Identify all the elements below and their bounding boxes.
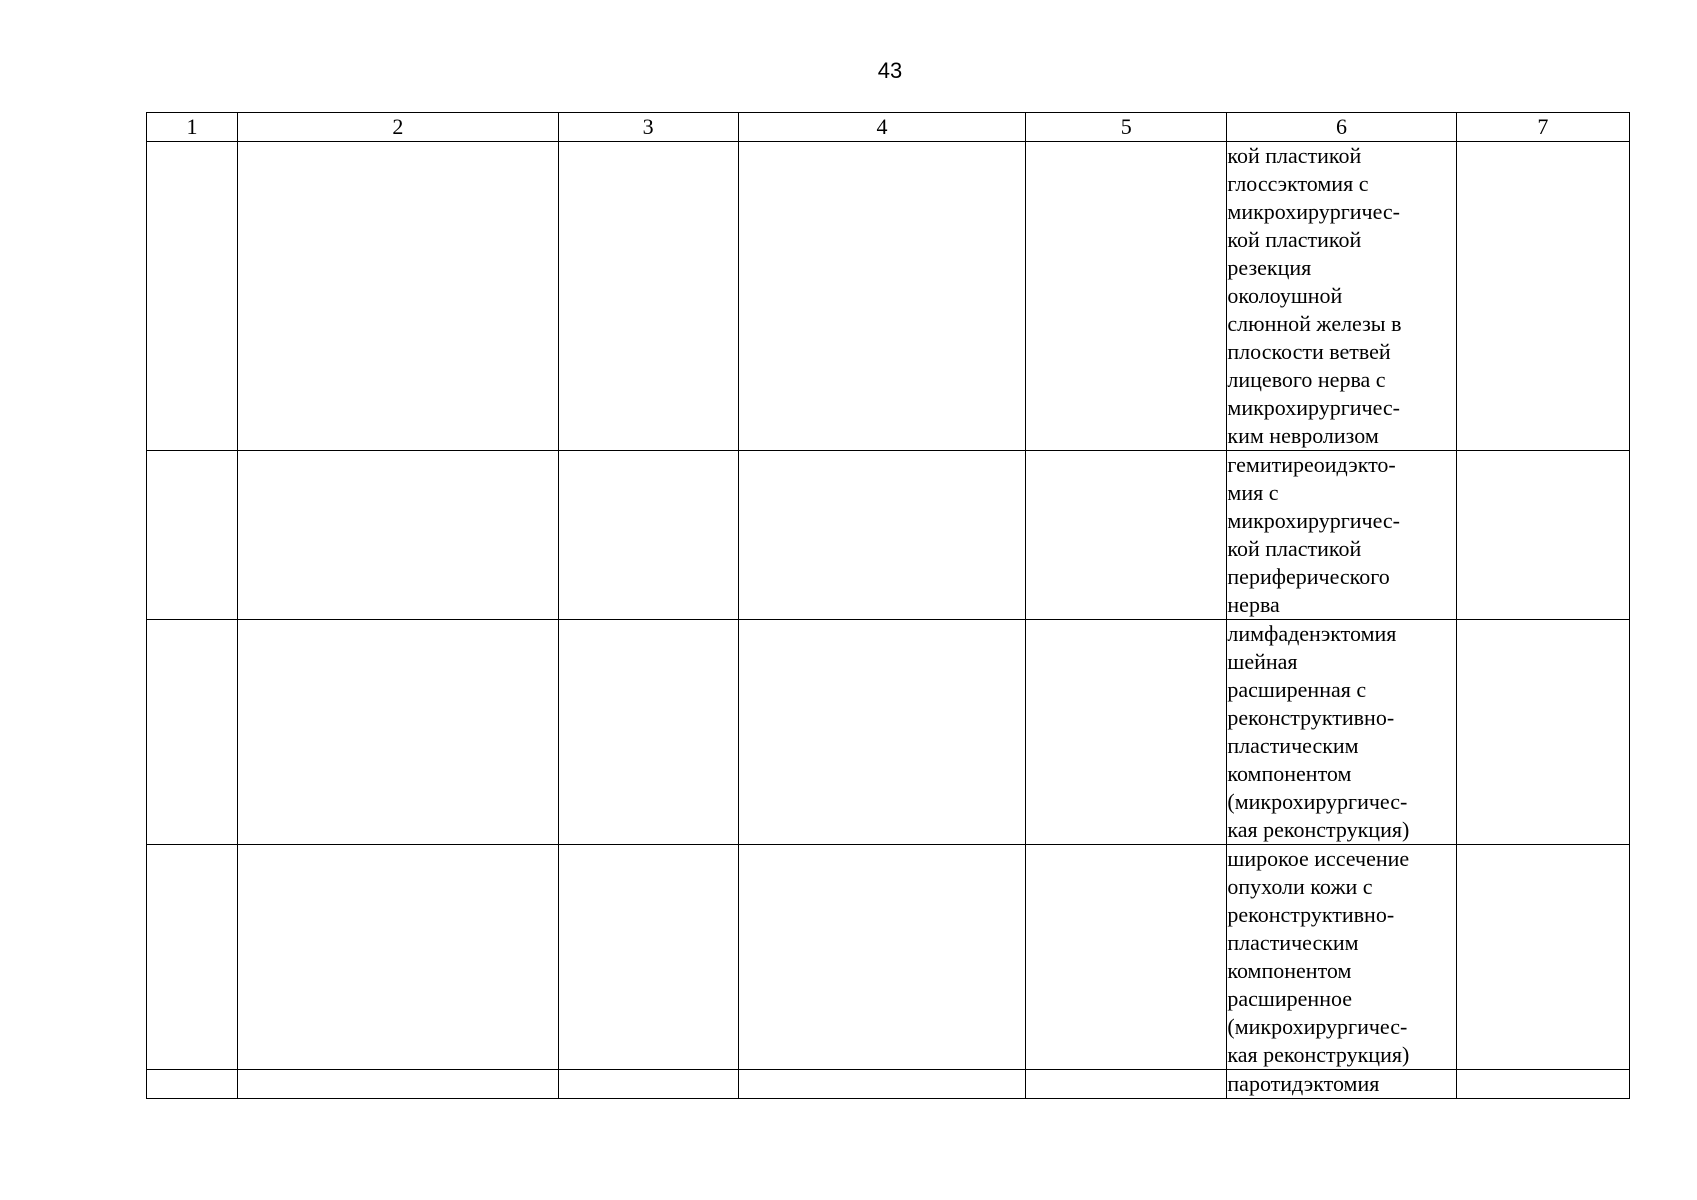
table-cell <box>238 451 558 620</box>
header-row <box>147 113 1630 142</box>
table-cell <box>558 142 738 451</box>
table-cell <box>558 620 738 845</box>
table-cell <box>738 1070 1025 1099</box>
table-cell <box>238 1070 558 1099</box>
column-header-7: 7 <box>1456 113 1629 142</box>
procedure-cell: гемитиреоидэкто- мия с микрохирургичес- кой пластикой периферического нерва <box>1227 451 1456 620</box>
document-table <box>146 112 1630 1099</box>
table-cell <box>1456 620 1629 845</box>
procedure-cell: широкое иссечение опухоли кожи с реконструктивно- пластическим компонентом расширенное (микрохирургичес- кая реконструкция) <box>1227 845 1456 1070</box>
procedure-cell: кой пластикой глоссэктомия с микрохирургичес- кой пластикой резекция околоушной слюнной железы в плоскости ветвей лицевого нерва с микрохирургичес- ким невролизом <box>1227 142 1456 451</box>
table-cell <box>1026 845 1227 1070</box>
column-header-1: 1 <box>147 113 238 142</box>
table-cell <box>1456 1070 1629 1099</box>
table-row <box>147 142 1630 451</box>
table-cell <box>1026 620 1227 845</box>
table-cell <box>147 451 238 620</box>
table-cell <box>238 620 558 845</box>
table-row <box>147 1070 1630 1099</box>
column-header-3: 3 <box>558 113 738 142</box>
table-cell <box>558 845 738 1070</box>
column-header-6: 6 <box>1227 113 1456 142</box>
table-cell <box>738 451 1025 620</box>
column-header-4: 4 <box>738 113 1025 142</box>
table-cell <box>147 142 238 451</box>
table-cell <box>1026 1070 1227 1099</box>
table-cell <box>147 1070 238 1099</box>
table-cell <box>738 620 1025 845</box>
table-row <box>147 620 1630 845</box>
procedure-cell: паротидэктомия <box>1227 1070 1456 1099</box>
table-cell <box>1456 845 1629 1070</box>
column-header-5: 5 <box>1026 113 1227 142</box>
table-cell <box>147 845 238 1070</box>
table-cell <box>147 620 238 845</box>
procedure-cell: лимфаденэктомия шейная расширенная с реконструктивно- пластическим компонентом (микрохирургичес- кая реконструкция) <box>1227 620 1456 845</box>
table-cell <box>558 451 738 620</box>
table-cell <box>1456 142 1629 451</box>
table-row <box>147 451 1630 620</box>
table-cell <box>738 845 1025 1070</box>
column-header-2: 2 <box>238 113 558 142</box>
table-cell <box>1026 142 1227 451</box>
table-cell <box>738 142 1025 451</box>
table-cell <box>1456 451 1629 620</box>
table-cell <box>1026 451 1227 620</box>
table-row <box>147 845 1630 1070</box>
table-cell <box>238 845 558 1070</box>
table-cell <box>558 1070 738 1099</box>
table-cell <box>238 142 558 451</box>
page-number: 43 <box>877 58 903 83</box>
